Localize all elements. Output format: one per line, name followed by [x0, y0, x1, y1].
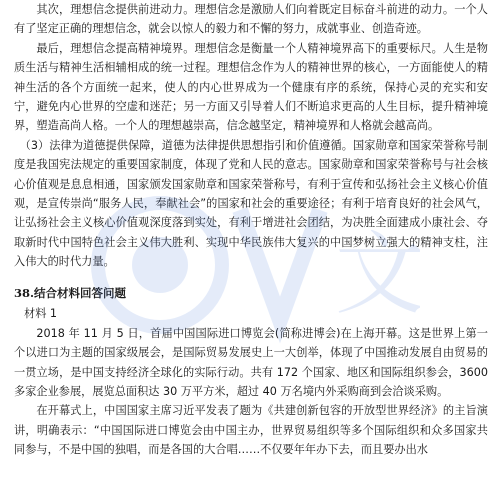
material-label: 材料 1	[24, 306, 58, 320]
question-heading: 38.结合材料回答问题	[14, 285, 127, 300]
paragraph-motivation: 其次，理想信念提供前进动力。理想信念是激励人们向着既定目标奋斗前进的动力。一个人有了坚定正确的理想信念，就会以惊人的毅力和不懈的努力，成就事业、创造奇迹。	[14, 3, 488, 36]
watermark-text: 文	[335, 222, 420, 327]
paragraph-law-morality: （3）法律为道德提供保障，道德为法律提供思想指引和价值遵循。国家勋章和国家荣誉称号制度是我国宪法规定的重要国家制度，体现了党和人民的意志。国家勋章和国家荣誉称号与社会核心价值观是息息相通，国家颁发国家勋章和国家荣誉称号，有利于宣传和弘扬社会主义核心价值观，是宣传崇尚“服务人民，奉献社会”的国家和社会的重要途径；有利于培育良好的社会风气，让弘扬社会主义核心价值观深度落到实处，有利于增进社会团结，为决胜全面建成小康社会、夺取新时代中国特色社会主义伟大胜利、实现中华民族伟大复兴的中国梦树立强大的精神支柱，注入伟大的时代力量。	[14, 138, 488, 269]
paragraph-spiritual-realm: 最后，理想信念提高精神境界。理想信念是衡量一个人精神境界高下的重要标尺。人生是物质生活与精神生活相辅相成的统一过程。理想信念作为人的精神世界的核心，一方面能使人的精神生活的各个方面统一起来，使人的内心世界成为一个健康有序的系统，保持心灵的充实和安宁，避免内心世界的空虚和迷茫；另一方面又引导着人们不断追求更高的人生目标，提升精神境界，塑造高尚人格。一个人的理想越崇高，信念越坚定，精神境界和人格就会越高尚。	[14, 41, 488, 133]
document-page	[14, 0, 488, 460]
paragraph-expo: 2018 年 11 月 5 日，首届中国国际进口博览会(简称进博会)在上海开幕。这是世界上第一个以进口为主题的国家级展会，是国际贸易发展史上一大创举，体现了中国推动发展自由贸易的一贯立场，是中国支持经济全球化的实际行动。共有 172 个国家、地区和国际组织参会，3600 多家企业参展，展览总面积达 30 万平方米，超过 40 万名境内外采购商到会洽谈采购。	[14, 326, 488, 398]
spacer	[14, 272, 488, 280]
paragraph-speech: 在开幕式上，中国国家主席习近平发表了题为《共建创新包容的开放型世界经济》的主旨演讲，明确表示：“中国国际进口博览会由中国主办，世界贸易组织等多个国际组织和众多国家共同参与，不是中国的独唱，而是各国的大合唱……不仅要年年办下去，而且要办出水	[14, 404, 488, 457]
